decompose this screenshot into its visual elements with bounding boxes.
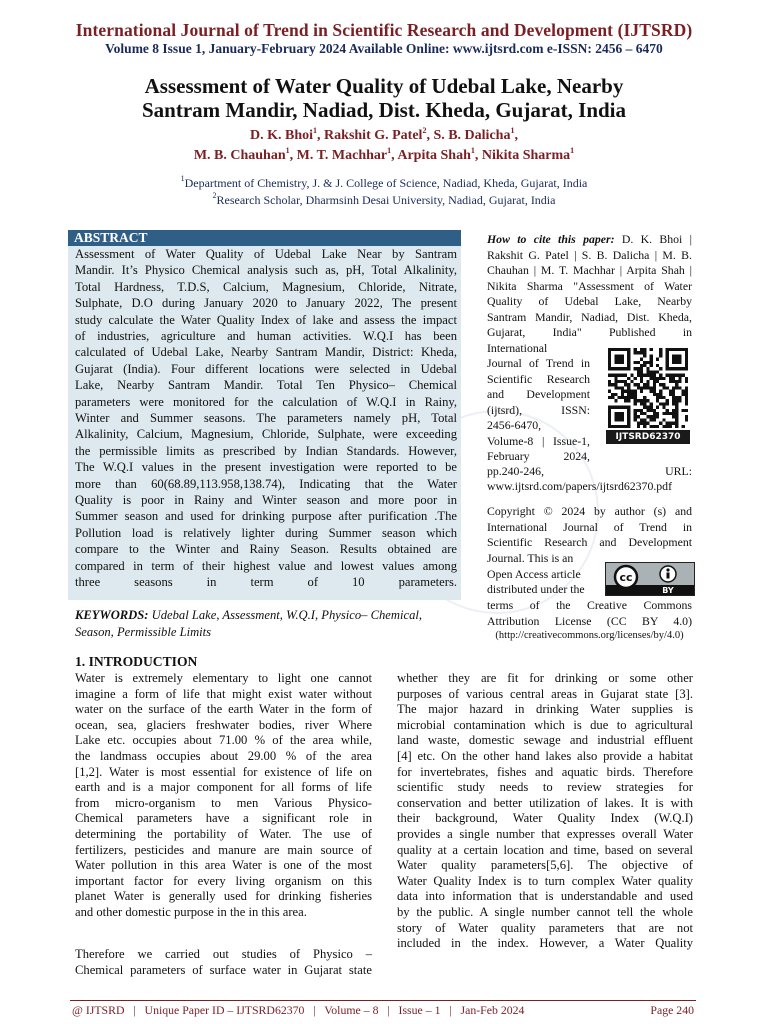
abstract-line: Pollution load is relatively lighter during Summer season which <box>75 525 457 540</box>
author-name: D. K. Bhoi <box>250 128 314 143</box>
affiliation-2: $^2$Research Scholar, Dharmsinh Desai University, Nadiad, Gujarat, India <box>212 191 556 207</box>
body-text-line: by the public. A single number cannot tell the whole <box>397 904 693 919</box>
svg-text:BY: BY <box>662 586 674 595</box>
body-text-line: determining the portability of Water. The use of <box>75 826 372 841</box>
keywords-label: KEYWORDS: <box>75 608 149 622</box>
page-number: Page 240 <box>650 1003 694 1017</box>
authors-line-2: M. B. Chauhan$^1$, M. T. Machhar$^1$, Arpita Shah$^1$, Nikita Sharma$^1$ <box>193 146 575 163</box>
abstract-line: The W.Q.I values in the present investigation were reported to be <box>75 460 457 475</box>
author-name: M. T. Machhar <box>296 148 388 163</box>
body-text-line: earth and is a major component for all forms of life <box>75 780 372 795</box>
abstract-line: Mandir. It’s Physico Chemical analysis such as, pH, Total Alkalinity, <box>75 263 457 278</box>
body-text-line: Chemical parameters have a significant role in <box>75 811 372 826</box>
body-text-line: and other domestic purpose in the in this area. <box>75 904 307 919</box>
journal-name: International Journal of Trend in Scientific Research and Development (IJTSRD) <box>75 20 693 40</box>
author-name: Nikita Sharma <box>481 148 571 163</box>
abstract-heading: ABSTRACT <box>74 230 148 245</box>
body-text-line: [4] etc. On the other hand lakes also provide a habitat <box>397 748 693 763</box>
copyright-line: Copyright © 2024 by author (s) and <box>487 504 692 518</box>
body-text-line: Lake etc. occupies about 71.00 % of the area while, <box>75 733 372 748</box>
author-name: Arpita Shah <box>397 148 471 163</box>
keywords-line-1: Udebal Lake, Assessment, W.Q.I, Physico– Chemical, <box>148 608 423 622</box>
abstract-line: Alkalinity, Calcium, Magnesium, Chloride, Sulphate, were exceeding <box>75 427 457 442</box>
citation-line: and Development <box>487 387 590 401</box>
citation-lead: How to cite this paper: <box>487 232 615 246</box>
citation-line: Gujarat, India" Published in <box>487 325 692 339</box>
abstract-line: Gujarat (India). Four different locations were selected in Udebal <box>75 361 457 376</box>
svg-text:cc: cc <box>619 571 633 584</box>
footer-text: @ IJTSRD | Unique Paper ID – IJTSRD62370 | Volume – 8 | Issue – 1 | Jan-Feb 2024 <box>72 1003 525 1017</box>
body-text-line: for invertebrates, fishes and aquatic birds. Therefore <box>397 764 693 779</box>
citation-first-line: How to cite this paper: D. K. Bhoi | <box>487 232 692 246</box>
abstract-line: calculated of Udebal Lake, Nearby Santram Mandir, District: Kheda, <box>75 345 457 360</box>
body-text-line: their background, Water Quality Index (W.Q.I) <box>397 811 693 826</box>
abstract-line: Assessment of Water Quality of Udebal Lake Near by Santram <box>75 247 457 261</box>
abstract-line: the permissible limits as prescribed by Indian Standards. However, <box>75 443 457 458</box>
body-text-line: Water quality parameters[5,6]. The objective of <box>397 858 693 873</box>
body-text-line: Water Quality Index is to turn complex Water quality <box>397 873 693 888</box>
body-text-line: included in the index. However, a Water Quality <box>397 936 693 951</box>
citation-line: Journal of Trend in <box>487 356 590 370</box>
abstract-line: Total Hardness, T.D.S, Calcium, Magnesium, Chloride, Nitrate, <box>75 279 457 294</box>
abstract-line: compare to the Winter and Rainy Season. Results obtained are <box>75 542 457 557</box>
body-text-line: Chemical parameters of surface water in Gujarat state <box>75 962 372 977</box>
author-name: M. B. Chauhan <box>193 148 286 163</box>
abstract-line: Summer season and used for drinking purpose after purification .The <box>75 509 457 524</box>
citation-line: Chauhan | M. T. Machhar | Arpita Shah | <box>487 263 692 277</box>
citation-pages-line: pp.240-246, URL: <box>487 464 692 478</box>
citation-line: Quality of Udebal Lake, Nearby <box>487 294 692 308</box>
body-text-line: from micro-organism to men Various Physico- <box>75 795 372 810</box>
citation-line: Scientific Research <box>487 371 590 386</box>
copyright-line: Open Access article <box>487 566 581 581</box>
body-text-line: whether they are fit for drinking or some other <box>397 671 693 685</box>
body-text-line: ocean, sea, glaciers freshwater bodies, river Where <box>75 717 372 732</box>
copyright-line: Journal. This is an <box>487 551 574 565</box>
body-text-line: conservation and better utilization of lakes. It is with <box>397 795 693 810</box>
citation-line: Volume-8 | Issue-1, <box>487 433 590 448</box>
body-text-line: planet Water is generally used for drinking fisheries <box>75 889 372 904</box>
keywords-line-2: Season, Permissible Limits <box>75 625 212 639</box>
body-text-line: Water is extremely elementary to light one cannot <box>75 671 372 685</box>
body-text-line: purposes of various central areas in Gujarat state [3]. <box>397 686 693 701</box>
abstract-line: Lake, Nearby Santram Mandir. Total Ten Physico– Chemical <box>75 378 457 393</box>
body-text-line: data into information that is understandable and used <box>397 889 693 904</box>
citation-line: February 2024, <box>487 449 590 463</box>
body-text-line: the landmass occupies about 29.00 % of the area <box>75 748 372 763</box>
affiliation-1: $^1$Department of Chemistry, J. & J. College of Science, Nadiad, Kheda, Gujarat, India <box>180 174 588 190</box>
body-text-line: Water pollution in this area Water is one of the most <box>75 858 372 873</box>
body-text-line: water on the surface of the earth Water in the form of <box>75 702 372 717</box>
intro-left-column-para-2 <box>75 947 372 978</box>
citation-line: Nikita Sharma "Assessment of Water <box>487 278 692 293</box>
paper-title-line-2: Santram Mandir, Nadiad, Dist. Kheda, Gujarat, India <box>141 98 627 122</box>
copyright-line: terms of the Creative Commons <box>487 598 692 612</box>
citation-line: Rakshit G. Patel | S. B. Dalicha | M. B. <box>487 247 692 262</box>
paper-title-line-1: Assessment of Water Quality of Udebal Lake, Nearby <box>144 74 624 98</box>
abstract-line: parameters were monitored for the calculation of W.Q.I in Rainy, <box>75 394 457 409</box>
body-text-line: [1,2]. Water is most essential for existence of life on <box>75 764 372 779</box>
body-text-line: fertilizers, pesticides and manure are main source of <box>75 842 372 857</box>
abstract-line: Sulphate, D.O during January 2020 to January 2022, The present <box>75 296 457 311</box>
body-text-line: Therefore we carried out studies of Physico – <box>75 947 372 961</box>
abstract-line: three seasons in term of 10 parameters. <box>75 575 457 589</box>
copyright-line: International Journal of Trend in <box>487 519 692 534</box>
abstract-line: of industries, agriculture and human activities. W.Q.I has been <box>75 329 457 343</box>
body-text-line: imagine a form of life that might exist water without <box>75 686 372 701</box>
intro-right-column <box>397 671 693 952</box>
author-name: S. B. Dalicha <box>433 128 511 143</box>
citation-line: (ijtsrd), ISSN: <box>487 402 590 417</box>
abstract-line: more than 60(68.89,113.958,138.74), Indicating that the Water <box>75 476 457 491</box>
body-text-line: provides a single number that expresses overall Water <box>397 826 693 841</box>
copyright-line: distributed under the <box>487 582 585 596</box>
body-text-line: important factor for every living organism on this <box>75 873 372 888</box>
body-text-line: microbial contamination which is due to agricultural <box>397 717 693 732</box>
body-text-line: scientific study needs to review strategies for <box>397 780 693 795</box>
body-text-line: land waste, domestic sewage and industrial effluent <box>397 733 693 748</box>
copyright-line: Scientific Research and Development <box>487 535 692 549</box>
body-text-line: story of Water quality parameters that are not <box>397 920 693 935</box>
abstract-line: Winter and Summer seasons. The parameters namely pH, Total <box>75 411 457 425</box>
citation-line: 2456-6470, <box>487 418 542 432</box>
author-name: Rakshit G. Patel <box>324 128 423 143</box>
qr-code-icon <box>608 348 688 428</box>
issue-line: Volume 8 Issue 1, January-February 2024 Available Online: www.ijtsrd.com e-ISSN: 2456 – 6470 <box>105 41 663 56</box>
copyright-line: Attribution License (CC BY 4.0) <box>487 613 692 628</box>
footer-rule <box>70 1000 696 1001</box>
citation-url[interactable]: www.ijtsrd.com/papers/ijtsrd62370.pdf <box>487 479 673 493</box>
cc-by-badge[interactable] <box>605 562 695 596</box>
abstract-line: Quality is poor in Rainy and Winter season and more poor in <box>75 493 457 507</box>
authors-line-1: D. K. Bhoi$^1$, Rakshit G. Patel$^2$, S. B. Dalicha$^1$, <box>250 126 518 143</box>
section-heading-introduction: 1. INTRODUCTION <box>75 654 198 669</box>
qr-caption: IJTSRD62370 <box>606 430 690 444</box>
citation-line: Santram Mandir, Nadiad, Dist. Kheda, <box>487 309 692 324</box>
body-text-line: quality at a certain location and time, based on several <box>397 842 693 857</box>
keywords <box>75 607 463 641</box>
citation-line: International <box>487 340 548 355</box>
intro-left-column <box>75 671 372 921</box>
abstract-line: study calculate the Water Quality Index of lake and assess the impact <box>75 312 457 327</box>
license-url[interactable]: (http://creativecommons.org/licenses/by/4.0) <box>495 630 684 641</box>
abstract-line: compared in term of their highest value and lowest values among <box>75 558 457 573</box>
body-text-line: The major hazard in drinking Water supplies is <box>397 702 693 717</box>
